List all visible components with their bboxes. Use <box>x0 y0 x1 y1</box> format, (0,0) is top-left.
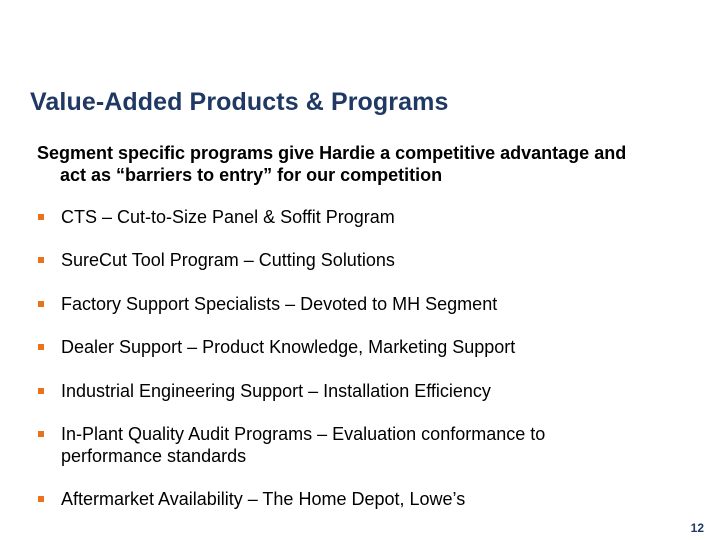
square-bullet-icon <box>38 344 44 350</box>
square-bullet-icon <box>38 431 44 437</box>
bullet-item-factory-support <box>38 293 678 315</box>
bullet-item-industrial-engineering <box>38 380 678 402</box>
bullet-item-cts <box>38 206 678 228</box>
square-bullet-icon <box>38 257 44 263</box>
bullet-item-quality-audit <box>38 423 678 467</box>
bullet-item-aftermarket <box>38 488 678 510</box>
bullet-item-surecut <box>38 249 678 271</box>
square-bullet-icon <box>38 301 44 307</box>
square-bullet-icon <box>38 388 44 394</box>
intro-line-2: act as “barriers to entry” for our competition <box>60 165 443 185</box>
bullet-item-dealer-support <box>38 336 678 358</box>
page-number: 12 <box>690 521 704 535</box>
bullet-text: Aftermarket Availability – The Home Depot, Lowe’s <box>61 489 466 510</box>
square-bullet-icon <box>38 496 44 502</box>
bullet-text: SureCut Tool Program – Cutting Solutions <box>61 250 395 271</box>
bullet-text: CTS – Cut-to-Size Panel & Soffit Program <box>61 207 395 227</box>
bullet-text: Factory Support Specialists – Devoted to MH Segment <box>61 293 498 314</box>
intro-line-1: Segment specific programs give Hardie a competitive advantage and <box>37 143 627 163</box>
intro-statement <box>37 142 707 186</box>
bullet-text-continued: performance standards <box>61 445 247 466</box>
square-bullet-icon <box>38 214 44 220</box>
slide-title: Value-Added Products & Programs <box>30 88 449 116</box>
bullet-text: Industrial Engineering Support – Installation Efficiency <box>61 380 491 401</box>
bullet-list <box>38 206 678 532</box>
bullet-text: In-Plant Quality Audit Programs – Evaluation conformance to <box>61 423 546 444</box>
bullet-text: Dealer Support – Product Knowledge, Marketing Support <box>61 337 516 358</box>
